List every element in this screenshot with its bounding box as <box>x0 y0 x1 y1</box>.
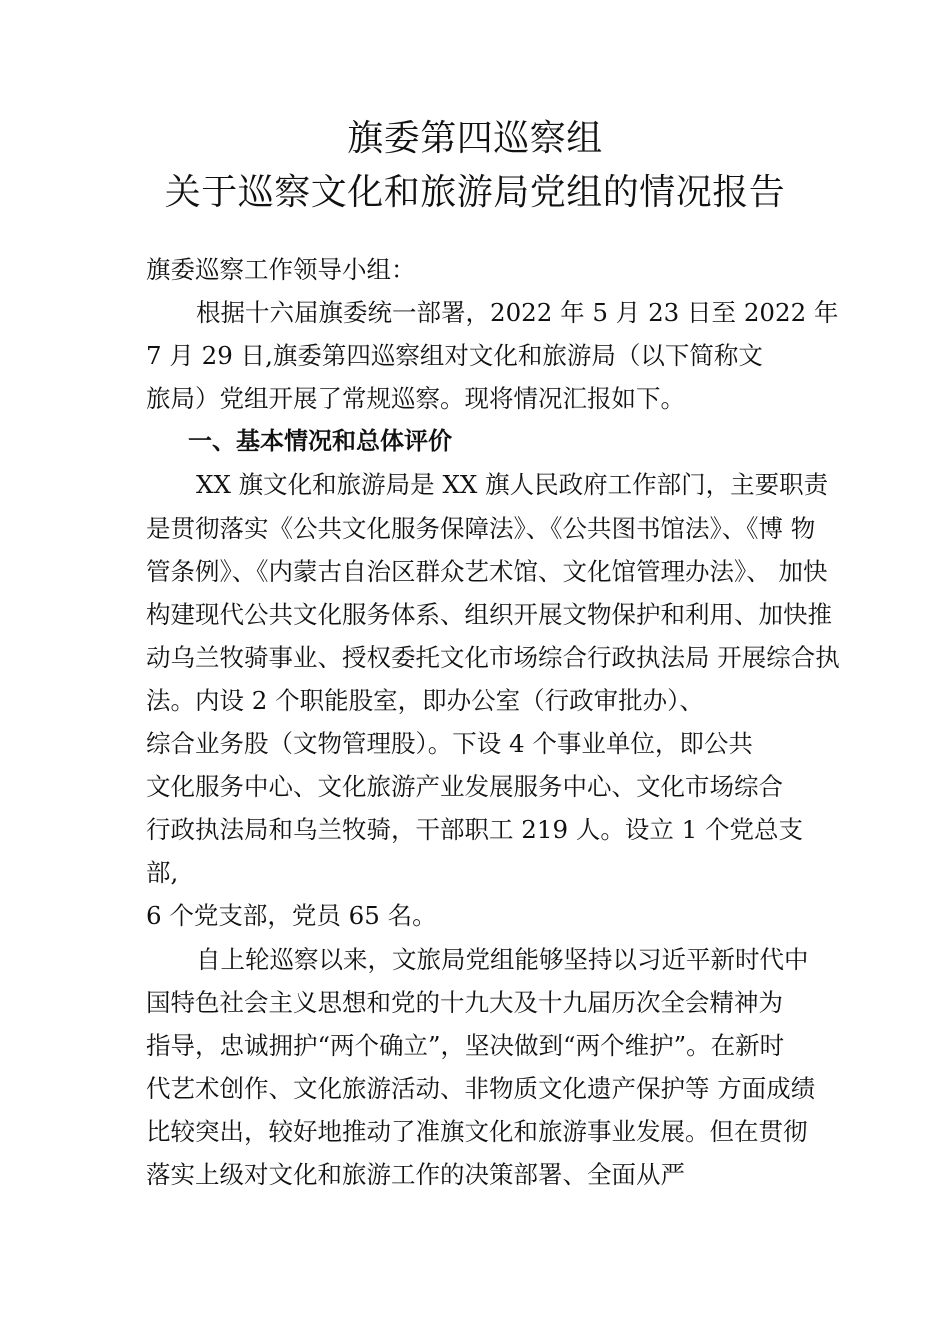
paragraph-2-line: 是贯彻落实《公共文化服务保障法》、《公共图书馆法》、《博 物 <box>146 513 816 543</box>
paragraph-3-line: 指导，忠诚拥护“两个确立”，坚决做到“两个维护”。在新时 <box>146 1030 785 1060</box>
paragraph-2-line: 构建现代公共文化服务体系、组织开展文物保护和利用、加快推 <box>146 599 832 629</box>
salutation: 旗委巡察工作领导小组： <box>146 255 416 284</box>
paragraph-1 <box>146 291 846 420</box>
paragraph-2-line: 法。内设 2 个职能股室，即办公室（行政审批办）、 <box>146 685 704 715</box>
paragraph-3-line: 代艺术创作、文化旅游活动、非物质文化遗产保护等 方面成绩 <box>146 1073 816 1103</box>
section-heading-basic-situation: 一、基本情况和总体评价 <box>188 427 452 456</box>
paragraph-2 <box>146 463 846 937</box>
title-line-2: 关于巡察文化和旅游局党组的情况报告 <box>164 172 786 213</box>
paragraph-2-line: XX 旗文化和旅游局是 XX 旗人民政府工作部门，主要职责 <box>196 470 829 500</box>
paragraph-3-line: 比较突出，较好地推动了准旗文化和旅游事业发展。但在贯彻 <box>146 1116 808 1146</box>
title-line-1: 旗委第四巡察组 <box>347 118 603 159</box>
paragraph-2-line: 行政执法局和乌兰牧骑，干部职工 219 人。设立 1 个党总支 <box>146 815 803 845</box>
document-title <box>0 112 950 220</box>
paragraph-2-line: 6 个党支部，党员 65 名。 <box>146 901 437 931</box>
paragraph-1-line: 7 月 29 日,旗委第四巡察组对文化和旅游局（以下简称文 <box>146 341 763 371</box>
paragraph-3-line: 落实上级对文化和旅游工作的决策部署、全面从严 <box>146 1159 685 1189</box>
document-body <box>146 248 846 1196</box>
paragraph-2-line: 动乌兰牧骑事业、授权委托文化市场综合行政执法局 开展综合执 <box>146 642 840 672</box>
paragraph-2-line: 管条例》、《内蒙古自治区群众艺术馆、文化馆管理办法》、 加快 <box>146 556 828 586</box>
paragraph-2-line: 综合业务股（文物管理股）。下设 4 个事业单位，即公共 <box>146 729 753 759</box>
paragraph-3-line: 自上轮巡察以来，文旅局党组能够坚持以习近平新时代中 <box>196 944 809 974</box>
paragraph-2-line: 文化服务中心、文化旅游产业发展服务中心、文化市场综合 <box>146 772 783 802</box>
paragraph-1-line: 根据十六届旗委统一部署，2022 年 5 月 23 日至 2022 年 <box>196 298 839 328</box>
paragraph-1-line: 旅局）党组开展了常规巡察。现将情况汇报如下。 <box>146 384 685 414</box>
paragraph-3 <box>146 938 846 1197</box>
paragraph-2-line: 部, <box>146 858 179 888</box>
paragraph-3-line: 国特色社会主义思想和党的十九大及十九届历次全会精神为 <box>146 987 783 1017</box>
